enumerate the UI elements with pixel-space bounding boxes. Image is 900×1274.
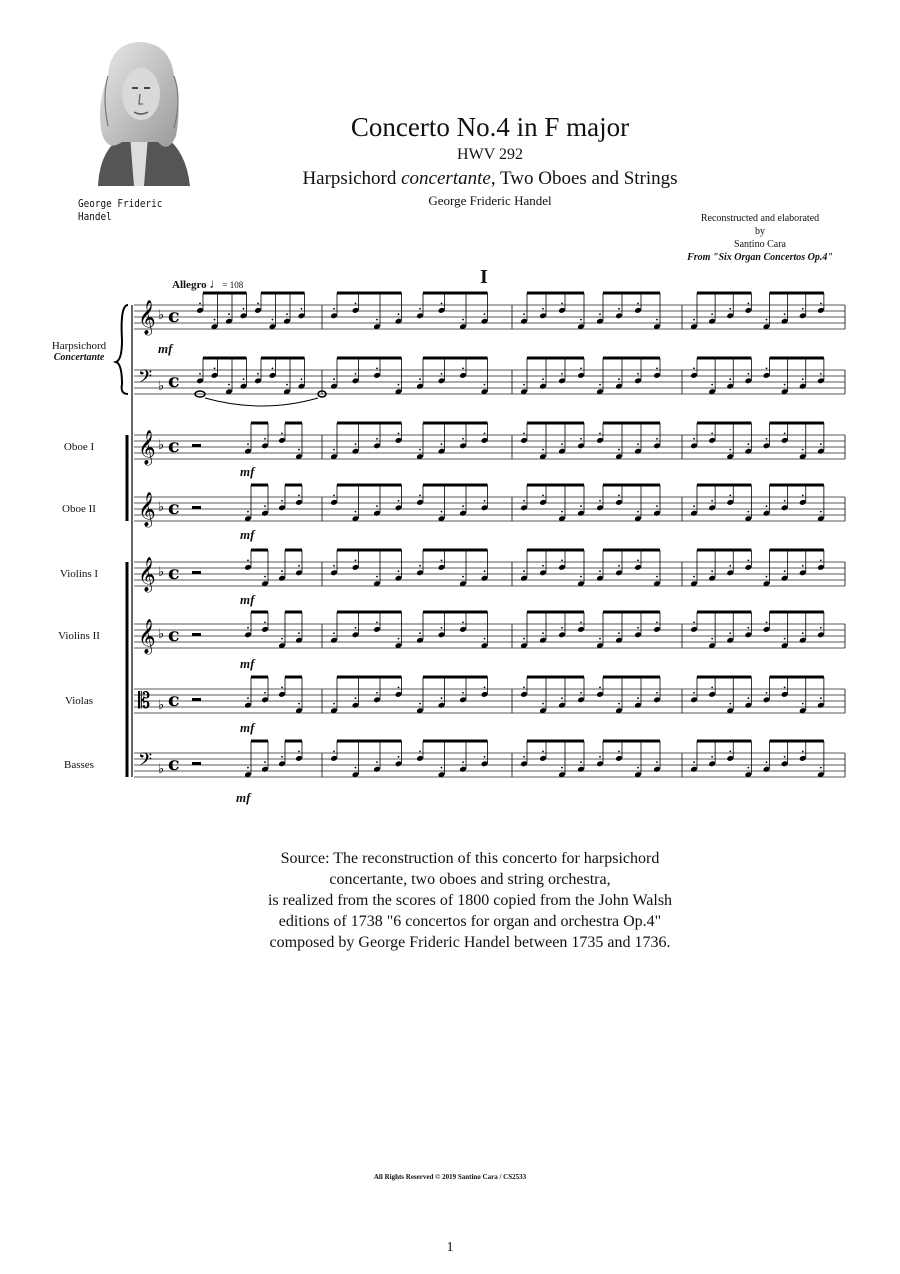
tempo-text: Allegro [172,279,207,291]
quarter-note-icon: ♩ [209,276,223,291]
flat-icon: ♭ [158,379,165,394]
subtitle-pre: Harpsichord [302,168,402,189]
staff-harpsichord-bass [134,358,845,395]
time-signature: c [168,435,180,457]
movement-number: I [480,266,488,288]
staff-violas [134,677,845,714]
flat-icon: ♭ [158,500,165,515]
staff-basses [134,741,845,778]
metronome-mark: = 108 [222,280,244,290]
clef-icon: 𝄞 [138,300,156,335]
dynamic-violins-1: mf [240,592,255,607]
rest-icon [192,444,201,447]
dynamic-violins-2: mf [240,656,255,671]
source-line4: editions of 1738 "6 concertos for organ and orchestra Op.4" [278,913,662,930]
clef-icon: 𝄞 [138,430,156,465]
staff-harpsichord-treble [134,293,845,336]
catalog-number: HWV 292 [457,146,523,163]
flat-icon: ♭ [158,308,165,323]
staff-violins-1 [134,550,845,593]
flat-icon: ♭ [158,762,165,777]
instrument-sub: Concertante [53,352,105,363]
clef-icon: 𝄡 [138,689,151,714]
label-basses: Basses [64,759,94,771]
flat-icon: ♭ [158,698,165,713]
dynamic-oboe-2: mf [240,527,255,542]
time-signature: c [168,305,180,327]
recon-source: From "Six Organ Concertos Op.4" [687,252,833,263]
recon-line1: Reconstructed and elaborated [700,213,820,224]
clef-icon: 𝄞 [138,557,156,592]
source-line5: composed by George Frideric Handel between 1735 and 1736. [269,934,671,951]
source-line1: Source: The reconstruction of this concerto for harpsichord [280,850,660,867]
flat-icon: ♭ [158,438,165,453]
composer-name: George Frideric Handel [428,193,552,208]
source-note [150,848,790,953]
clef-icon: 𝄞 [138,492,156,527]
clef-icon: 𝄢 [138,750,153,775]
staff-violins-2 [134,612,845,655]
rest-icon [192,571,201,574]
tie [205,398,318,406]
rest-icon [192,698,201,701]
source-line2: concertante, two oboes and string orchestra, [329,871,611,888]
label-violins-1: Violins I [59,568,99,580]
time-signature: c [168,370,180,392]
time-signature: c [168,497,180,519]
source-line3: is realized from the scores of 1800 copied from the John Walsh [267,892,673,909]
recon-line3: Santino Cara [734,239,786,250]
subtitle-post: , Two Oboes and Strings [490,168,678,189]
dynamic-violas: mf [240,720,255,735]
flat-icon: ♭ [158,627,165,642]
rest-icon [192,506,201,509]
time-signature: c [168,624,180,646]
rest-icon [192,633,201,636]
label-violas: Violas [64,695,94,707]
clef-icon: 𝄢 [138,367,153,392]
recon-line2: by [755,226,765,237]
label-oboe-1: Oboe I [63,441,95,453]
label-violins-2: Violins II [58,630,100,642]
label-oboe-2: Oboe II [62,503,96,515]
piece-title: Concerto No.4 in F major [350,112,630,142]
time-signature: c [168,689,180,711]
staff-oboe-1 [134,423,845,466]
rest-icon [192,762,201,765]
piano-brace [116,305,128,394]
copyright-footer: All Rights Reserved © 2019 Santino Cara / CS2533 [373,1173,527,1181]
composer-signature: George Frideric Handel [78,197,163,223]
dynamic-harpsichord: mf [158,341,173,356]
clef-icon: 𝄞 [138,619,156,654]
staff-oboe-2 [134,485,845,528]
time-signature: c [168,562,180,584]
flat-icon: ♭ [158,565,165,580]
dynamic-basses: mf [236,790,251,805]
time-signature: c [168,753,180,775]
subtitle-em: concertante [401,168,491,189]
dynamic-oboe-1: mf [240,464,255,479]
instrument-name: Harpsichord [51,340,107,352]
page-number: 1 [446,1240,454,1255]
